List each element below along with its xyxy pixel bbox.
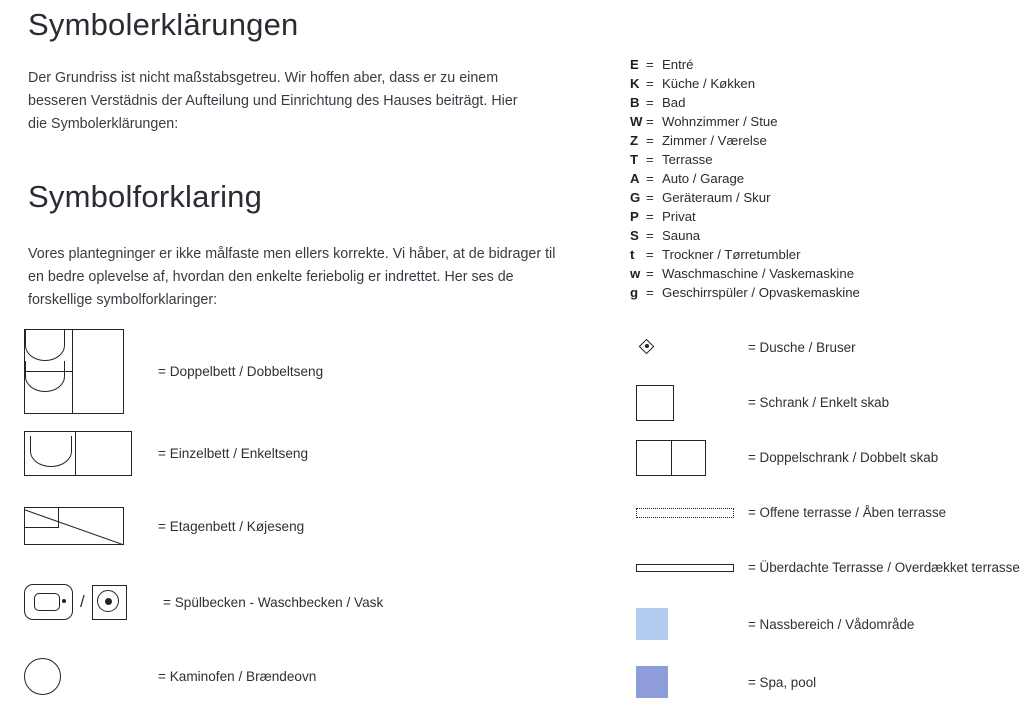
legend-item-covered-terrace: [630, 540, 1024, 595]
abbrev-row-K: [630, 74, 1020, 93]
abbrev-key: W: [630, 114, 643, 129]
left-symbol-list: [24, 325, 584, 711]
abbrev-value: Privat: [662, 209, 696, 224]
abbrev-row-G: [630, 188, 1020, 207]
left-text-column: [28, 0, 588, 312]
abbrev-value: Küche / Køkken: [662, 76, 756, 91]
abbrev-value: Geschirrspüler / Opvaskemaskine: [662, 285, 860, 300]
abbrev-key: P: [630, 209, 639, 224]
legend-item-sink: [24, 563, 584, 641]
abbrev-equals: =: [646, 57, 654, 72]
abbrev-value: Wohnzimmer / Stue: [662, 114, 778, 129]
abbrev-value: Auto / Garage: [662, 171, 745, 186]
fireplace-icon: [24, 658, 139, 695]
legend-label-covered-terrace: = Überdachte Terrasse / Overdækket terrasse: [748, 560, 1020, 575]
legend-label-spa-pool: = Spa, pool: [748, 674, 817, 690]
abbrev-row-t: [630, 245, 1020, 264]
abbrev-key: B: [630, 95, 640, 110]
page-title-de: Symbolerklärungen: [28, 7, 299, 42]
abbrev-value: Zimmer / Værelse: [662, 133, 767, 148]
abbrev-row-g: [630, 283, 1020, 302]
abbrev-value: Geräteraum / Skur: [662, 190, 771, 205]
sink-icon: [24, 584, 139, 620]
right-symbol-list: [630, 320, 1024, 711]
legend-item-single-bed: [24, 417, 584, 489]
abbrev-key: E: [630, 57, 639, 72]
abbrev-equals: =: [646, 152, 654, 167]
legend-label-double-cabinet: = Doppelschrank / Dobbelt skab: [748, 450, 939, 465]
legend-label-shower: = Dusche / Bruser: [748, 340, 856, 355]
abbrev-row-W: [630, 112, 1020, 131]
abbrev-value: Trockner / Tørretumbler: [662, 247, 801, 262]
covered-terrace-icon: [630, 564, 748, 572]
abbrev-row-E: [630, 55, 1020, 74]
abbrev-row-T: [630, 150, 1020, 169]
wet-room-swatch-icon: [630, 608, 748, 640]
legend-label-open-terrace: = Offene terrasse / Åben terrasse: [748, 505, 947, 520]
abbrev-value: Terrasse: [662, 152, 713, 167]
abbrev-row-Z: [630, 131, 1020, 150]
legend-label-wet-room: = Nassbereich / Vådområde: [748, 616, 915, 632]
abbrev-value: Bad: [662, 95, 686, 110]
abbrev-key: T: [630, 152, 639, 167]
legend-item-fireplace: [24, 641, 584, 711]
spa-pool-swatch-icon: [630, 666, 748, 698]
legend-label-bunk-bed: = Etagenbett / Køjeseng: [158, 518, 305, 534]
legend-item-double-bed: [24, 325, 584, 417]
abbrev-equals: =: [646, 133, 654, 148]
abbrev-value: Waschmaschine / Vaskemaskine: [662, 266, 855, 281]
abbrev-value: Sauna: [662, 228, 701, 243]
legend-item-open-terrace: [630, 485, 1024, 540]
abbrev-equals: =: [646, 76, 654, 91]
abbrev-equals: =: [646, 95, 654, 110]
legend-label-fireplace: = Kaminofen / Brændeovn: [158, 668, 317, 684]
abbrev-row-S: [630, 226, 1020, 245]
page-title-dk: Symbolforklaring: [28, 179, 263, 215]
abbrev-equals: =: [646, 228, 654, 243]
abbrev-row-w: [630, 264, 1020, 283]
legend-item-bunk-bed: [24, 489, 584, 563]
legend-item-wet-room: [630, 595, 1024, 653]
legend-item-spa-pool: [630, 653, 1024, 711]
shower-icon: [630, 338, 748, 358]
abbrev-row-P: [630, 207, 1020, 226]
abbrev-key: A: [630, 171, 640, 186]
legend-item-double-cabinet: [630, 430, 1024, 485]
legend-label-sink: = Spülbecken - Waschbecken / Vask: [163, 594, 384, 610]
double-cabinet-icon: [630, 440, 748, 476]
abbrev-equals: =: [646, 266, 654, 281]
abbrev-row-A: [630, 169, 1020, 188]
abbrev-equals: =: [646, 285, 654, 300]
abbrev-equals: =: [646, 114, 654, 129]
abbrev-equals: =: [646, 190, 654, 205]
single-cabinet-icon: [630, 385, 748, 421]
abbrev-value: Entré: [662, 57, 694, 72]
abbrev-key: G: [630, 190, 641, 205]
abbrev-row-B: [630, 93, 1020, 112]
legend-label-single-cabinet: = Schrank / Enkelt skab: [748, 395, 890, 410]
abbrev-key: w: [630, 266, 641, 281]
abbrev-key: t: [630, 247, 635, 262]
legend-item-shower: [630, 320, 1024, 375]
single-bed-icon: [24, 431, 139, 476]
abbrev-key: g: [630, 285, 639, 300]
intro-paragraph-de: Der Grundriss ist nicht maßstabsgetreu. Wir hoffen aber, dass er zu einem besseren Verstädnis der Aufteilung und Einrichtung des Hauses beiträgt. Hier die Symbolerklärungen:: [28, 69, 518, 133]
abbreviation-list: [630, 55, 1020, 302]
double-bed-icon: [24, 329, 139, 414]
legend-label-double-bed: = Doppelbett / Dobbeltseng: [158, 363, 324, 379]
legend-item-single-cabinet: [630, 375, 1024, 430]
abbrev-key: K: [630, 76, 640, 91]
abbrev-equals: =: [646, 247, 654, 262]
legend-label-single-bed: = Einzelbett / Enkeltseng: [158, 445, 309, 461]
open-terrace-icon: [630, 508, 748, 518]
bunk-bed-icon: [24, 507, 139, 545]
intro-paragraph-dk: Vores plantegninger er ikke målfaste men ellers korrekte. Vi håber, at de bidrager til en bedre oplevelse af, hvordan den enkelte feriebolig er indrettet. Her ses de forskellige symbolforklaringer:: [28, 245, 556, 309]
abbrev-equals: =: [646, 209, 654, 224]
slash-separator: /: [80, 592, 85, 611]
abbrev-key: S: [630, 228, 639, 243]
abbrev-equals: =: [646, 171, 654, 186]
abbrev-key: Z: [630, 133, 639, 148]
